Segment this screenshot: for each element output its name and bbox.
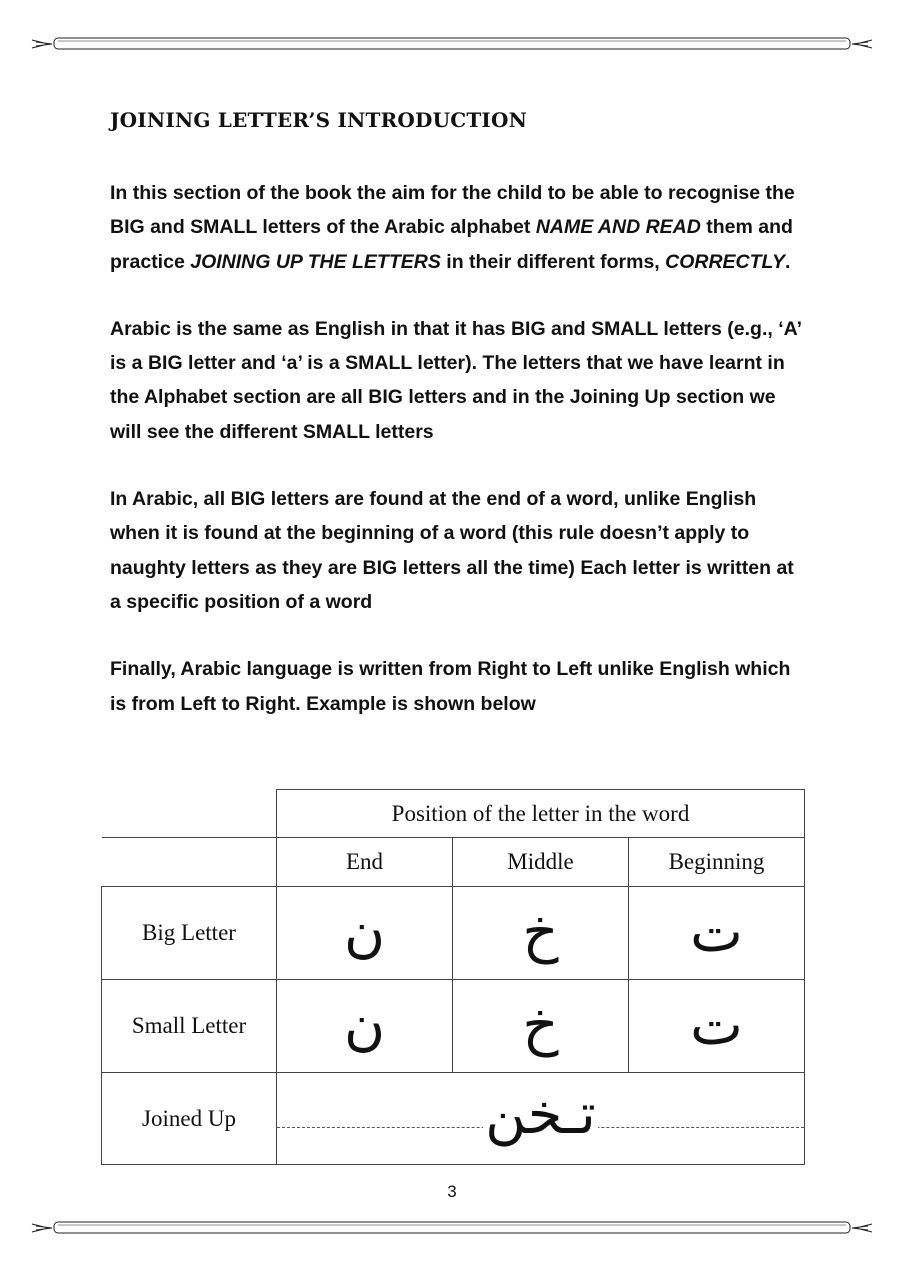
intro-text-1: In this section of the book the aim for the child to be able to recognise the BIG and SMALL letters of the Arabic alphabet (110, 182, 795, 239)
row-label-big-letter: Big Letter (102, 887, 277, 980)
big-letter-middle: خ (453, 887, 629, 980)
small-letter-beginning: ت (629, 980, 805, 1073)
big-letter-end: ن (277, 887, 453, 980)
direction-paragraph: Finally, Arabic language is written from Right to Left unlike English which is from Left to Right. Example is shown below (110, 658, 791, 715)
table-corner-blank-2 (102, 838, 277, 887)
small-letter-end: ن (277, 980, 453, 1073)
big-letter-beginning: ت (629, 887, 805, 980)
table-corner-blank (102, 790, 277, 838)
column-header-end: End (277, 838, 453, 887)
joined-up-cell (277, 1073, 805, 1165)
intro-text-4: . (785, 250, 791, 273)
big-letters-rule-paragraph: In Arabic, all BIG letters are found at the end of a word, unlike English when it is found at the beginning of a word (this rule doesn’t apply to naughty letters as they are BIG letters all the time) Each letter is written at a specific position of a word (110, 488, 794, 613)
row-label-small-letter: Small Letter (102, 980, 277, 1073)
document-body (110, 108, 810, 754)
big-small-paragraph: Arabic is the same as English in that it has BIG and SMALL letters (e.g., ‘A’ is a BIG letter and ‘a’ is a SMALL letter). The letters that we have learnt in the Alphabet section are all BIG letters and in the Joining Up section we will see the different SMALL letters (110, 317, 801, 443)
intro-emphasis-joining: JOINING UP THE LETTERS (190, 250, 441, 273)
column-header-beginning: Beginning (629, 838, 805, 887)
top-scroll-border (30, 36, 874, 52)
joined-word: تـخن (485, 1082, 596, 1147)
page-number: 3 (447, 1182, 457, 1201)
bottom-scroll-border (30, 1220, 874, 1236)
column-header-middle: Middle (453, 838, 629, 887)
row-label-joined-up: Joined Up (102, 1073, 277, 1165)
table-title: Position of the letter in the word (277, 790, 805, 838)
section-heading: JOINING LETTER’S INTRODUCTION (110, 108, 528, 132)
small-letter-middle: خ (453, 980, 629, 1073)
intro-emphasis-correctly: CORRECTLY (665, 250, 786, 273)
intro-emphasis-name-read: NAME AND READ (535, 216, 701, 239)
intro-text-2: them and practice (110, 216, 793, 273)
letter-position-table (101, 789, 805, 1165)
intro-paragraph (110, 176, 810, 279)
intro-text-3: in their different forms, (440, 250, 666, 273)
